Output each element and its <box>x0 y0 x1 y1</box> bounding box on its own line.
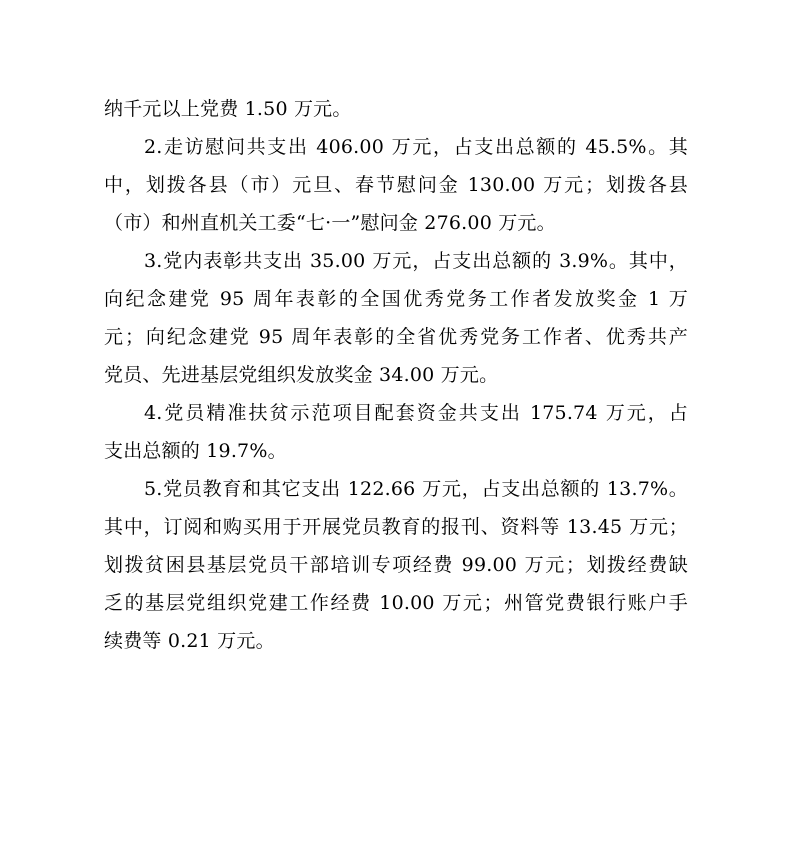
text-line: 元；向纪念建党 95 周年表彰的全省优秀党务工作者、优秀共产 <box>104 326 688 348</box>
text-line: 5.党员教育和其它支出 122.66 万元，占支出总额的 13.7%。 <box>144 478 688 500</box>
text-line: 4.党员精准扶贫示范项目配套资金共支出 175.74 万元，占 <box>144 402 688 424</box>
text-line: 中，划拨各县（市）元旦、春节慰问金 130.00 万元；划拨各县 <box>104 174 688 196</box>
text-line: 续费等 0.21 万元。 <box>104 630 275 652</box>
text-line: 乏的基层党组织党建工作经费 10.00 万元；州管党费银行账户手 <box>104 592 688 614</box>
text-line: 划拨贫困县基层党员干部培训专项经费 99.00 万元；划拨经费缺 <box>104 554 688 576</box>
text-line: 2.走访慰问共支出 406.00 万元，占支出总额的 45.5%。其 <box>144 136 688 158</box>
text-line: 3.党内表彰共支出 35.00 万元，占支出总额的 3.9%。其中， <box>144 250 688 272</box>
text-line: （市）和州直机关工委“七·一”慰问金 276.00 万元。 <box>104 212 556 234</box>
text-line: 纳千元以上党费 1.50 万元。 <box>104 98 352 120</box>
text-line: 向纪念建党 95 周年表彰的全国优秀党务工作者发放奖金 1 万 <box>104 288 688 310</box>
text-line: 支出总额的 19.7%。 <box>104 440 287 462</box>
document-body <box>104 90 688 660</box>
text-line: 其中，订阅和购买用于开展党员教育的报刊、资料等 13.45 万元； <box>104 516 688 538</box>
text-line: 党员、先进基层党组织发放奖金 34.00 万元。 <box>104 364 499 386</box>
